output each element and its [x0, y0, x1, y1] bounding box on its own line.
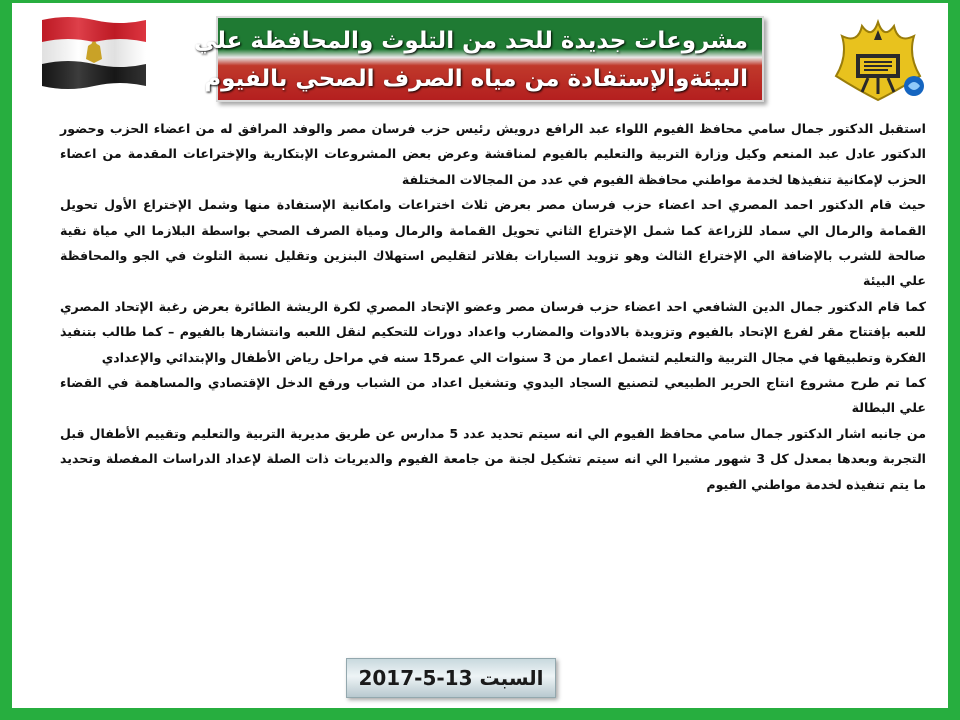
headline-banner: [194, 16, 764, 102]
article-paragraph: من جانبه اشار الدكتور جمال سامي محافظ الفيوم الي انه سيتم تحديد عدد 5 مدارس عن طريق مديرية التربية والتعليم وتقييم الأطفال قبل التجربة وبعدها بمعدل كل 3 شهور مشيرا الي انه سيتم تشكيل لجنة من جامعة الفيوم والديريات ذات الصلة لإعداد الدراسات المفصلة وتحديد ما يتم تنفيذه لخدمة مواطني الفيوم: [60, 425, 927, 492]
date-text: السبت 13-5-2017: [358, 666, 544, 690]
headline-line-2: البيئةوالإستفادة من مياه الصرف الصحي بالفيوم: [204, 66, 748, 92]
article-paragraph: كما قام الدكتور جمال الدين الشافعي احد اعضاء حزب فرسان مصر وعضو الإتحاد المصري لكرة الريشة الطائرة بعرض رغبة الإتحاد المصري للعبه بإفتتاح مقر لفرع الإتحاد بالفيوم وتزويدة بالادوات والمضارب واعداد دورات للتحكيم لنقل اللعبه وانتشارها بالفيوم – كما طالب بتنفيذ الفكرة وتطبيقها في مجال التربية والتعليم لتشمل اعمار من 3 سنوات الي عمر15 سنه في مراحل رياض الأطفال والإبتدائي والإعدادي: [60, 298, 926, 365]
egypt-flag-icon: [38, 14, 150, 92]
article-paragraph: حيث قام الدكتور احمد المصري احد اعضاء حزب فرسان مصر بعرض ثلاث اختراعات وامكانية الإستفادة منها وشمل الإختراع الأول تحويل القمامة والرمال الي سماد للزراعة كما شمل الإختراع الثاني تحويل القمامة والرمال ومياة الصرف الصحي بواسطة البلازما الي مياة نقية صالحة للشرب بالإضافة الي الإختراع الثالث وهو تزويد السيارات بفلاتر لتقليص استهلاك البنزين وتقليل نسبة التلوث في الجو والمحافظة علي البيئة: [60, 197, 926, 289]
article-body: [60, 116, 926, 536]
article-paragraph: كما تم طرح مشروع انتاج الحرير الطبيعي لتصنيع السجاد اليدوي وتشغيل اعداد من الشباب ورفع الدخل الإقتصادي والمساهمة في القضاء علي البطالة: [60, 375, 926, 416]
headline-line-1: مشروعات جديدة للحد من التلوث والمحافظة علي: [194, 28, 748, 54]
party-logo-icon: [828, 16, 928, 104]
article-paragraph: استقبل الدكتور جمال سامي محافظ الفيوم اللواء عبد الرافع درويش رئيس حزب فرسان مصر والوفد المرافق له من اعضاء الحزب وحضور الدكتور عادل عبد المنعم وكيل وزارة التربية والتعليم بالفيوم لمناقشة وعرض بعض المشروعات الإبتكارية والإختراعات المقدمة من اعضاء الحزب لإمكانية تنفيذها لخدمة مواطني محافظة الفيوم في عدد من المجالات المختلفة: [60, 121, 926, 187]
date-badge: [346, 658, 556, 698]
